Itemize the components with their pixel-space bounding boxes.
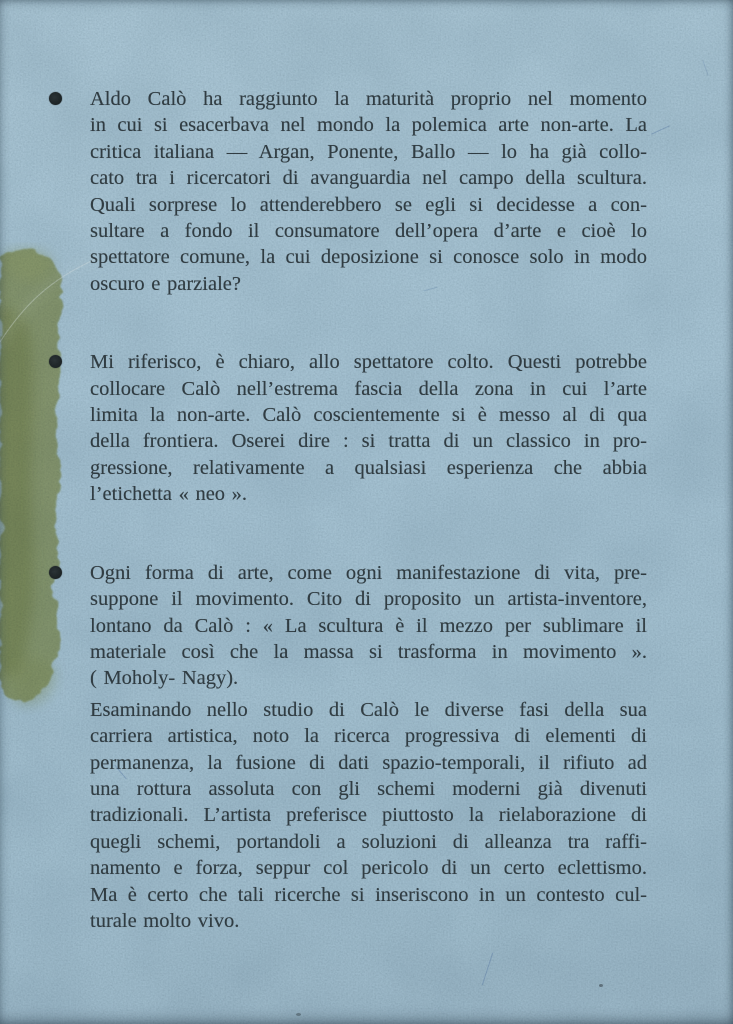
text-line: Mi riferisco, è chiaro, allo spettatore colto. Questi potrebbe [90, 351, 647, 374]
text-line: Esaminando nello studio di Calò le diverse fasi della sua [90, 698, 647, 721]
paper-fiber [702, 60, 708, 75]
bullet-marker-icon [49, 355, 62, 368]
text-line: della frontiera. Oserei dire : si tratta di un classico in pro- [90, 430, 647, 453]
text-line: Aldo Calò ha raggiunto la maturità proprio nel momento [90, 88, 647, 110]
text-line: l’etichetta « neo ». [90, 483, 248, 506]
text-line: lontano da Calò : « La scultura è il mezzo per sublimare il [90, 614, 647, 637]
text-line: limita la non-arte. Calò coscientemente si è messo al di qua [90, 404, 647, 427]
paragraph [90, 697, 647, 935]
text-line: una rottura assoluta con gli schemi moderni già divenuti [90, 777, 647, 800]
text-line: Quali sorprese lo attenderebbero se egli si decidesse a con- [90, 193, 647, 216]
paragraph [90, 560, 647, 692]
paper-fiber [651, 125, 670, 134]
paper-speck [599, 984, 603, 987]
text-line: spettatore comune, la cui deposizione si conosce solo in modo [90, 246, 647, 269]
text-line: carriera artistica, noto la ricerca progressiva di elementi di [90, 725, 647, 748]
bullet-marker-icon [49, 566, 62, 579]
paper-speck [296, 1013, 301, 1016]
text-line: sultare a fondo il consumatore dell’opera d’arte e cioè lo [90, 220, 647, 243]
text-line: oscuro e parziale? [90, 272, 241, 295]
text-line: Ma è certo che tali ricerche si inseriscono in un contesto cul- [90, 883, 647, 906]
text-line: materiale così che la massa si trasforma in movimento ». [90, 640, 647, 663]
text-line: quegli schemi, portandoli a soluzioni di alleanza tra raffi- [90, 830, 647, 853]
text-line: gressione, relativamente a qualsiasi esperienza che abbia [90, 456, 647, 479]
text-line: suppone il movimento. Cito di proposito un artista-inventore, [90, 588, 647, 611]
text-line: namento e forza, seppur col pericolo di un certo eclettismo. [90, 857, 647, 880]
text-line: Ogni forma di arte, come ogni manifestazione di vita, pre- [90, 561, 647, 584]
text-line: tradizionali. L’artista preferisce piuttosto la rielaborazione di [90, 804, 647, 827]
text-line: cato tra i ricercatori di avanguardia nel campo della scultura. [90, 167, 647, 190]
text-block [90, 86, 647, 934]
text-line: turale molto vivo. [90, 909, 240, 932]
paragraph [90, 349, 647, 507]
text-line: collocare Calò nell’estrema fascia della zona in cui l’arte [90, 377, 647, 400]
text-line: in cui si esacerbava nel mondo la polemica arte non-arte. La [90, 114, 647, 137]
paper-fiber [482, 953, 493, 986]
text-line: permanenza, la fusione di dati spazio-temporali, il rifiuto ad [90, 751, 647, 774]
paragraph [90, 86, 647, 297]
text-line: ( Moholy- Nagy). [90, 667, 239, 690]
text-line: critica italiana — Argan, Ponente, Ballo — lo ha già collo- [90, 140, 647, 163]
bullet-marker-icon [49, 92, 62, 105]
